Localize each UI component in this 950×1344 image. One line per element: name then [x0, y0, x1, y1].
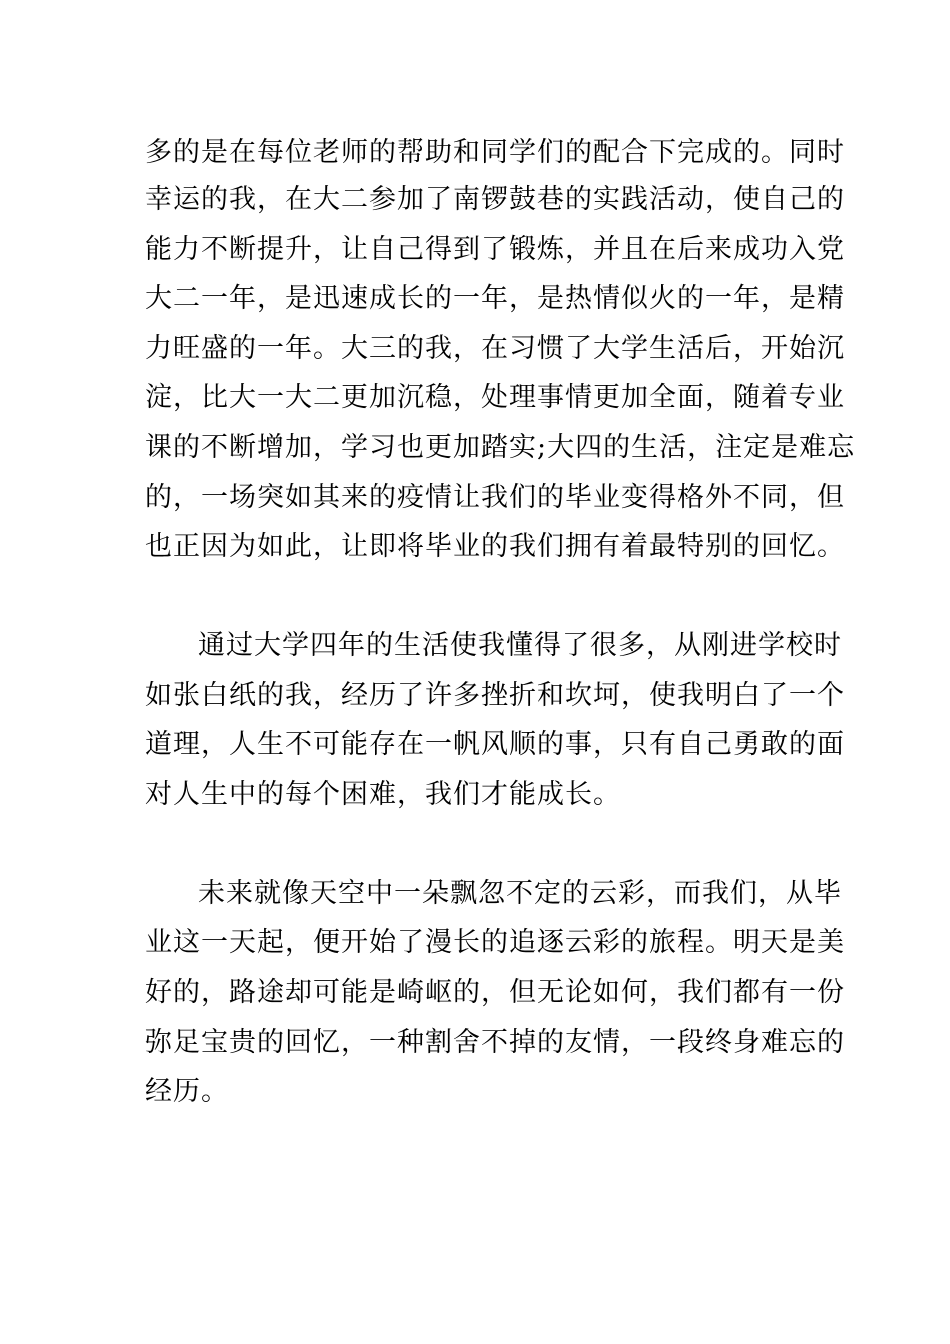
paragraph-line: 经历。	[145, 1076, 229, 1107]
paragraph-line: 大二一年，是迅速成长的一年，是热情似火的一年，是精	[145, 283, 845, 314]
paragraph-line: 好的，路途却可能是崎岖的，但无论如何，我们都有一份	[145, 977, 845, 1008]
paragraph-line: 如张白纸的我，经历了许多挫折和坎坷，使我明白了一个	[145, 680, 845, 711]
paragraph-line: 的，一场突如其来的疫情让我们的毕业变得格外不同，但	[145, 482, 845, 513]
paragraph-line: 淀，比大一大二更加沉稳，处理事情更加全面，随着专业	[145, 382, 845, 413]
paragraph-line: 弥足宝贵的回忆，一种割舍不掉的友情，一段终身难忘的	[145, 1027, 845, 1058]
paragraph-line: 也正因为如此，让即将毕业的我们拥有着最特别的回忆。	[145, 531, 845, 562]
paragraph-line: 对人生中的每个困难，我们才能成长。	[145, 779, 621, 810]
paragraph-line: 课的不断增加，学习也更加踏实;大四的生活，注定是难忘	[145, 432, 856, 463]
paragraph-line: 未来就像天空中一朵飘忽不定的云彩，而我们，从毕	[198, 878, 842, 909]
paragraph-line: 能力不断提升，让自己得到了锻炼，并且在后来成功入党	[145, 234, 845, 265]
paragraph-line: 业这一天起，便开始了漫长的追逐云彩的旅程。明天是美	[145, 927, 845, 958]
paragraph-line: 力旺盛的一年。大三的我，在习惯了大学生活后，开始沉	[145, 333, 845, 364]
paragraph-line: 通过大学四年的生活使我懂得了很多，从刚进学校时	[198, 630, 842, 661]
paragraph-line: 多的是在每位老师的帮助和同学们的配合下完成的。同时	[145, 137, 845, 168]
paragraph-line: 幸运的我，在大二参加了南锣鼓巷的实践活动，使自己的	[145, 184, 845, 215]
paragraph-line: 道理，人生不可能存在一帆风顺的事，只有自己勇敢的面	[145, 729, 845, 760]
